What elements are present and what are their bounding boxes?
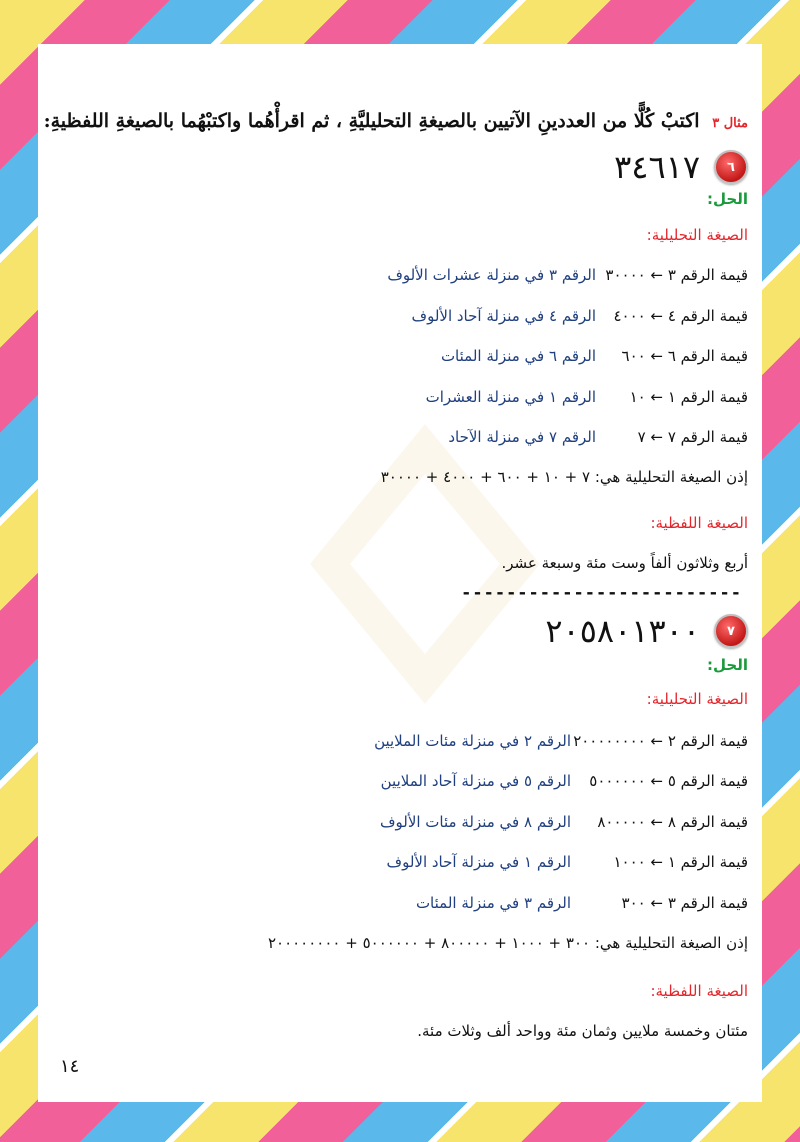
- digit-value: قيمة الرقم ٨ ← ٨٠٠٠٠٠: [597, 813, 748, 831]
- place-description: الرقم ٢ في منزلة مئات الملايين: [374, 732, 571, 750]
- expanded-form-sum: إذن الصيغة التحليلية هي: ٧ + ١٠ + ٦٠٠ + ٤٠٠٠ + ٣٠٠٠٠: [380, 468, 748, 486]
- place-description: الرقم ٥ في منزلة آحاد الملايين: [380, 772, 571, 790]
- place-description: الرقم ٨ في منزلة مئات الألوف: [379, 813, 571, 831]
- digit-value: قيمة الرقم ٦ ← ٦٠٠: [621, 347, 748, 365]
- digit-value: قيمة الرقم ٤ ← ٤٠٠٠: [613, 307, 748, 325]
- problem-number-badge: ٦: [714, 150, 748, 184]
- expanded-form-label: الصيغة التحليلية:: [646, 226, 748, 244]
- section-separator: -------------------------: [461, 583, 742, 603]
- place-value-row: [387, 266, 748, 292]
- exercise-heading: [44, 110, 748, 132]
- place-value-row: [381, 772, 748, 798]
- solution-label: الحل:: [707, 656, 748, 674]
- place-value-row: [412, 307, 748, 333]
- problem-number-badge: ٧: [714, 614, 748, 648]
- problem-7-header: [545, 612, 748, 650]
- digit-value: قيمة الرقم ٣ ← ٣٠٠٠٠: [605, 266, 748, 284]
- place-description: الرقم ٦ في منزلة المئات: [440, 347, 596, 365]
- digit-value: قيمة الرقم ١ ← ١٠: [629, 388, 748, 406]
- verbal-form-text: مئتان وخمسة ملايين وثمان مئة وواحد ألف وثلاث مئة.: [417, 1022, 748, 1040]
- heading-text: اكتبْ كُلًّا من العددينِ الآتيين بالصيغةِ التحليليَّةِ ، ثم اقرأْهُما واكتبْهُما بالصيغةِ اللفظيةِ:: [43, 110, 700, 132]
- place-description: الرقم ١ في منزلة العشرات: [425, 388, 596, 406]
- page-number: ١٤: [60, 1056, 80, 1077]
- problem-number: ٢٠٥٨٠١٣٠٠: [545, 612, 700, 650]
- place-value-row: [387, 853, 748, 879]
- digit-value: قيمة الرقم ٧ ← ٧: [637, 428, 748, 446]
- digit-value: قيمة الرقم ٣ ← ٣٠٠: [621, 894, 748, 912]
- solution-label: الحل:: [707, 190, 748, 208]
- example-tag: مثال ٣: [712, 116, 748, 131]
- place-value-row: [426, 388, 748, 414]
- place-value-row: [416, 894, 748, 920]
- problem-number: ٣٤٦١٧: [614, 148, 700, 186]
- expanded-form-label: الصيغة التحليلية:: [646, 690, 748, 708]
- place-description: الرقم ١ في منزلة آحاد الألوف: [386, 853, 571, 871]
- digit-value: قيمة الرقم ٥ ← ٥٠٠٠٠٠٠: [589, 772, 748, 790]
- page-sheet: [38, 44, 762, 1102]
- expanded-form-sum: إذن الصيغة التحليلية هي: ٣٠٠ + ١٠٠٠ + ٨٠٠٠٠٠ + ٥٠٠٠٠٠٠ + ٢٠٠٠٠٠٠٠٠: [267, 934, 748, 952]
- verbal-form-label: الصيغة اللفظية:: [650, 514, 748, 532]
- verbal-form-label: الصيغة اللفظية:: [650, 982, 748, 1000]
- digit-value: قيمة الرقم ٢ ← ٢٠٠٠٠٠٠٠٠: [573, 732, 748, 750]
- place-value-row: [374, 732, 748, 758]
- place-value-row: [380, 813, 748, 839]
- place-description: الرقم ٣ في منزلة المئات: [415, 894, 571, 912]
- place-value-row: [441, 347, 748, 373]
- verbal-form-text: أربع وثلاثون ألفاً وست مئة وسبعة عشر.: [501, 554, 748, 572]
- digit-value: قيمة الرقم ١ ← ١٠٠٠: [613, 853, 748, 871]
- place-value-row: [448, 428, 748, 454]
- place-description: الرقم ٤ في منزلة آحاد الألوف: [411, 307, 596, 325]
- place-description: الرقم ٣ في منزلة عشرات الألوف: [387, 266, 596, 284]
- problem-6-header: [614, 148, 748, 186]
- place-description: الرقم ٧ في منزلة الآحاد: [448, 428, 596, 446]
